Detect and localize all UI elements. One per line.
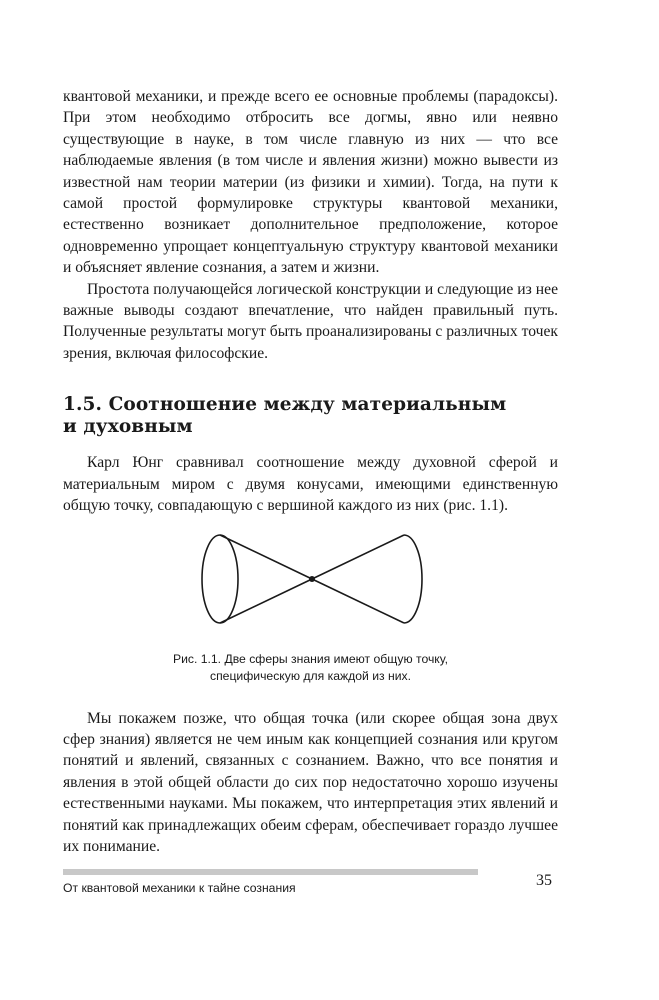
section-heading-line-1: 1.5. Соотношение между материальным <box>63 394 507 416</box>
figure-caption-line-1: Рис. 1.1. Две сферы знания имеют общую точку, <box>172 651 449 666</box>
right-cone-base <box>404 535 422 623</box>
two-cones-diagram <box>200 533 425 633</box>
footer-divider-bar <box>63 869 478 875</box>
page-number: 35 <box>536 872 552 889</box>
common-point <box>309 576 315 582</box>
figure-caption-line-2: специфическую для каждой из них. <box>209 668 412 683</box>
section-heading <box>63 394 558 438</box>
left-cone-base <box>202 535 238 623</box>
page-content <box>63 86 558 857</box>
footer-book-title: От квантовой механики к тайне сознания <box>63 881 296 895</box>
left-cone-lower-edge <box>220 579 312 623</box>
section-heading-line-2: и духовным <box>63 416 193 438</box>
left-cone-upper-edge <box>220 535 312 579</box>
body-paragraph-4: Мы покажем позже, что общая точка (или скорее общая зона двух сфер знания) является не чем иным как концепцией сознания или кругом понятий и явлений, связанных с сознанием. Важно, что все понятия и явления в этой общей области до сих пор недостаточно хорошо изучены естественными науками. Мы покажем, что интерпретация этих явлений и понятий как принадлежащих обеим сферам, обеспечивает гораздо лучшее их понимание. <box>63 709 558 855</box>
figure-caption <box>63 651 558 685</box>
body-paragraph-3: Карл Юнг сравнивал соотношение между духовной сферой и материальным миром с двумя конусами, имеющими единственную общую точку, совпадающую с вершиной каждого из них (рис. 1.1). <box>63 454 558 515</box>
body-paragraph-1: квантовой механики, и прежде всего ее основные проблемы (парадоксы). При этом необходимо отбросить все догмы, явно или неявно существующие в науке, в том числе главную из них — что все наблюдаемые явления (в том числе и явления жизни) можно вывести из известной нам теории материи (из физики и химии). Тогда, на пути к самой простой формулировке структуры квантовой механики, естественно возникает дополнительное предположение, которое одновременно упрощает концептуальную структуру квантовой механики и объясняет явление сознания, а затем и жизни. <box>63 88 558 277</box>
figure-two-cones <box>63 533 558 633</box>
body-paragraph-2: Простота получающейся логической конструкции и следующие из нее важные выводы создают впечатление, что найден правильный путь. Полученные результаты могут быть проанализированы с различных точек зрения, включая философские. <box>63 280 558 362</box>
right-cone-lower-edge <box>312 579 404 623</box>
right-cone-upper-edge <box>312 535 404 579</box>
